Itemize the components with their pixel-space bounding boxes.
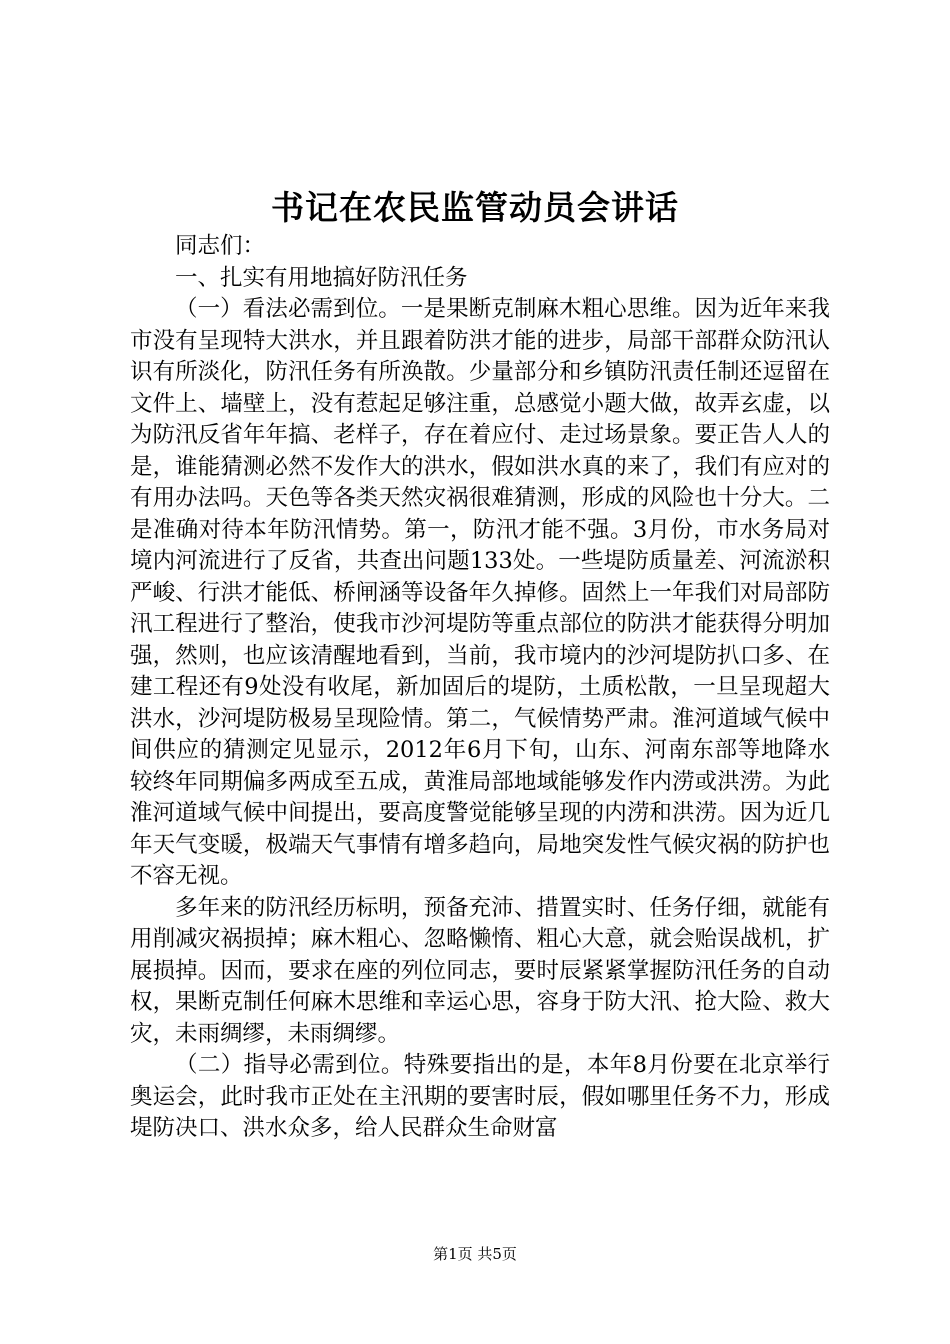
page-footer: 第1页 共5页	[433, 1245, 517, 1263]
document-title: 书记在农民监管动员会讲话	[271, 188, 679, 227]
section-heading: 一、扎实有用地搞好防汛任务	[175, 264, 468, 291]
document-body	[130, 231, 830, 1145]
body-paragraph: 多年来的防汛经历标明，预备充沛、措置实时、任务仔细，就能有用削减灾祸损掉；麻木粗心、忽略懒惰、粗心大意，就会贻误战机，扩展损掉。因而，要求在座的列位同志，要时辰紧紧掌握防汛任务的自动权，果断克制任何麻木思维和幸运心思，容身于防大汛、抢大险、救大灾，未雨绸缪，未雨绸缪。	[130, 894, 830, 1047]
salutation-paragraph: 同志们：	[175, 233, 266, 259]
body-paragraph: （二）指导必需到位。特殊要指出的是，本年8月份要在北京举行奥运会，此时我市正处在主汛期的要害时辰，假如哪里任务不力，形成堤防决口、洪水众多，给人民群众生命财富	[130, 1052, 830, 1141]
body-paragraph: （一）看法必需到位。一是果断克制麻木粗心思维。因为近年来我市没有呈现特大洪水，并且跟着防洪才能的进步，局部干部群众防汛认识有所淡化，防汛任务有所涣散。少量部分和乡镇防汛责任制还逗留在文件上、墙壁上，没有惹起足够注重，总感觉小题大做，故弄玄虚，以为防汛反省年年搞、老样子，存在着应付、走过场景象。要正告人人的是，谁能猜测必然不发作大的洪水，假如洪水真的来了，我们有应对的有用办法吗。天色等各类天然灾祸很难猜测，形成的风险也十分大。二是准确对待本年防汛情势。第一，防汛才能不强。3月份，市水务局对境内河流进行了反省，共查出问题133处。一些堤防质量差、河流淤积严峻、行洪才能低、桥闸涵等设备年久掉修。固然上一年我们对局部防汛工程进行了整治，使我市沙河堤防等重点部位的防洪才能获得分明加强，然则，也应该清醒地看到，当前，我市境内的沙河堤防扒口多、在建工程还有9处没有收尾，新加固后的堤防，土质松散，一旦呈现超大洪水，沙河堤防极易呈现险情。第二，气候情势严肃。淮河道域气候中间供应的猜测定见显示，2012年6月下旬，山东、河南东部等地降水较终年同期偏多两成至五成，黄淮局部地域能够发作内涝或洪涝。为此淮河道域气候中间提出，要高度警觉能够呈现的内涝和洪涝。因为近几年天气变暖，极端天气事情有增多趋向，局地突发性气候灾祸的防护也不容无视。	[130, 296, 830, 889]
